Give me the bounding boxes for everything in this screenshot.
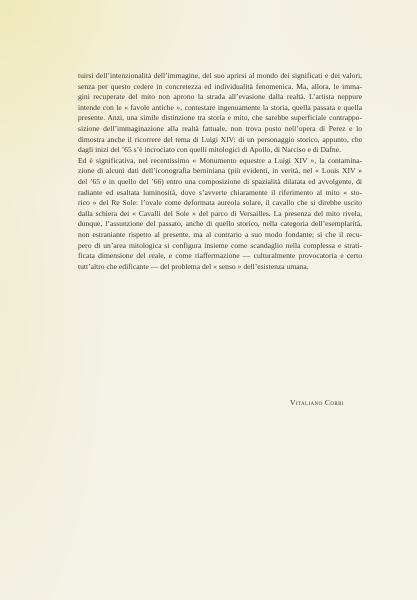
- text-line: zione di alcuni dati dell’iconografia berniniana (più evidenti, in verità, nel « Louis XIV »: [78, 166, 362, 176]
- text-line: non estraniante rispetto al presente, ma al contrario a suo modo fondante; sì che il recu-: [78, 229, 362, 239]
- text-line: dimostra anche il ricorrere del tema di Luigi XIV: di un personaggio storico, appunto, che: [78, 134, 362, 144]
- author-signature: Vitaliano Corbi: [290, 398, 344, 407]
- text-line: tuirsi dell’intenzionalità dell’immagine, del suo aprirsi al mondo dei significati e dei valori,: [78, 71, 362, 80]
- body-text: [78, 71, 362, 272]
- text-line: dunque, l’assunzione del passato, anche di quello storico, nella categoria dell’esemplarità,: [78, 219, 362, 229]
- text-line: dalla schiera dei « Cavalli del Sole » del parco di Versailles. La presenza del mito rivela,: [78, 208, 362, 218]
- text-line: pero di un’area mitologica si configura insieme come scandaglio nella complessa e strati-: [78, 240, 362, 250]
- text-line: rico » del Re Sole: l’ovale come deformata aureola solare, il cavallo che si direbbe uscito: [78, 198, 362, 208]
- text-line: dagli inizi del ’65 s’è incrociato con quelli mitologici di Apollo, di Narciso e di Dafne.: [78, 145, 341, 155]
- text-line: presente. Anzi, una simile distinzione tra storia e mito, che sarebbe superficiale contrappo-: [78, 113, 362, 123]
- text-line: del ’65 e in quello del ’66) entro una composizione di spazialità dilatata ed avvolgente, di: [78, 176, 362, 186]
- text-line: senza per questo cedere in concretezza ed individualità fenomenica. Ma, allora, le imma-: [78, 81, 362, 91]
- text-line: gini recuperate del mito non aprono la strada all’evasione dalla realtà. L’artista neppure: [78, 92, 362, 102]
- text-line: ficata dimensione del reale, e come riaffermazione — culturalmente provocatoria e certo: [78, 251, 362, 261]
- text-line: tutt’altro che edificante — del problema del « senso » dell’esistenza umana.: [78, 261, 309, 271]
- text-line: sizione dell’immaginazione alla realtà fattuale, non trova posto nell’opera di Perez e lo: [78, 123, 362, 133]
- text-line: radiante ed esaltata luminosità, dove s’avverte chiaramente il riferimento al mito « sto-: [78, 187, 362, 197]
- text-line: Ed è significativa, nel recentissimo « Monumento equestre a Luigi XIV », la contamina-: [78, 155, 362, 165]
- text-line: intende con le « favole antiche », contestare ingenuamente la storia, quella passata e quella: [78, 102, 362, 112]
